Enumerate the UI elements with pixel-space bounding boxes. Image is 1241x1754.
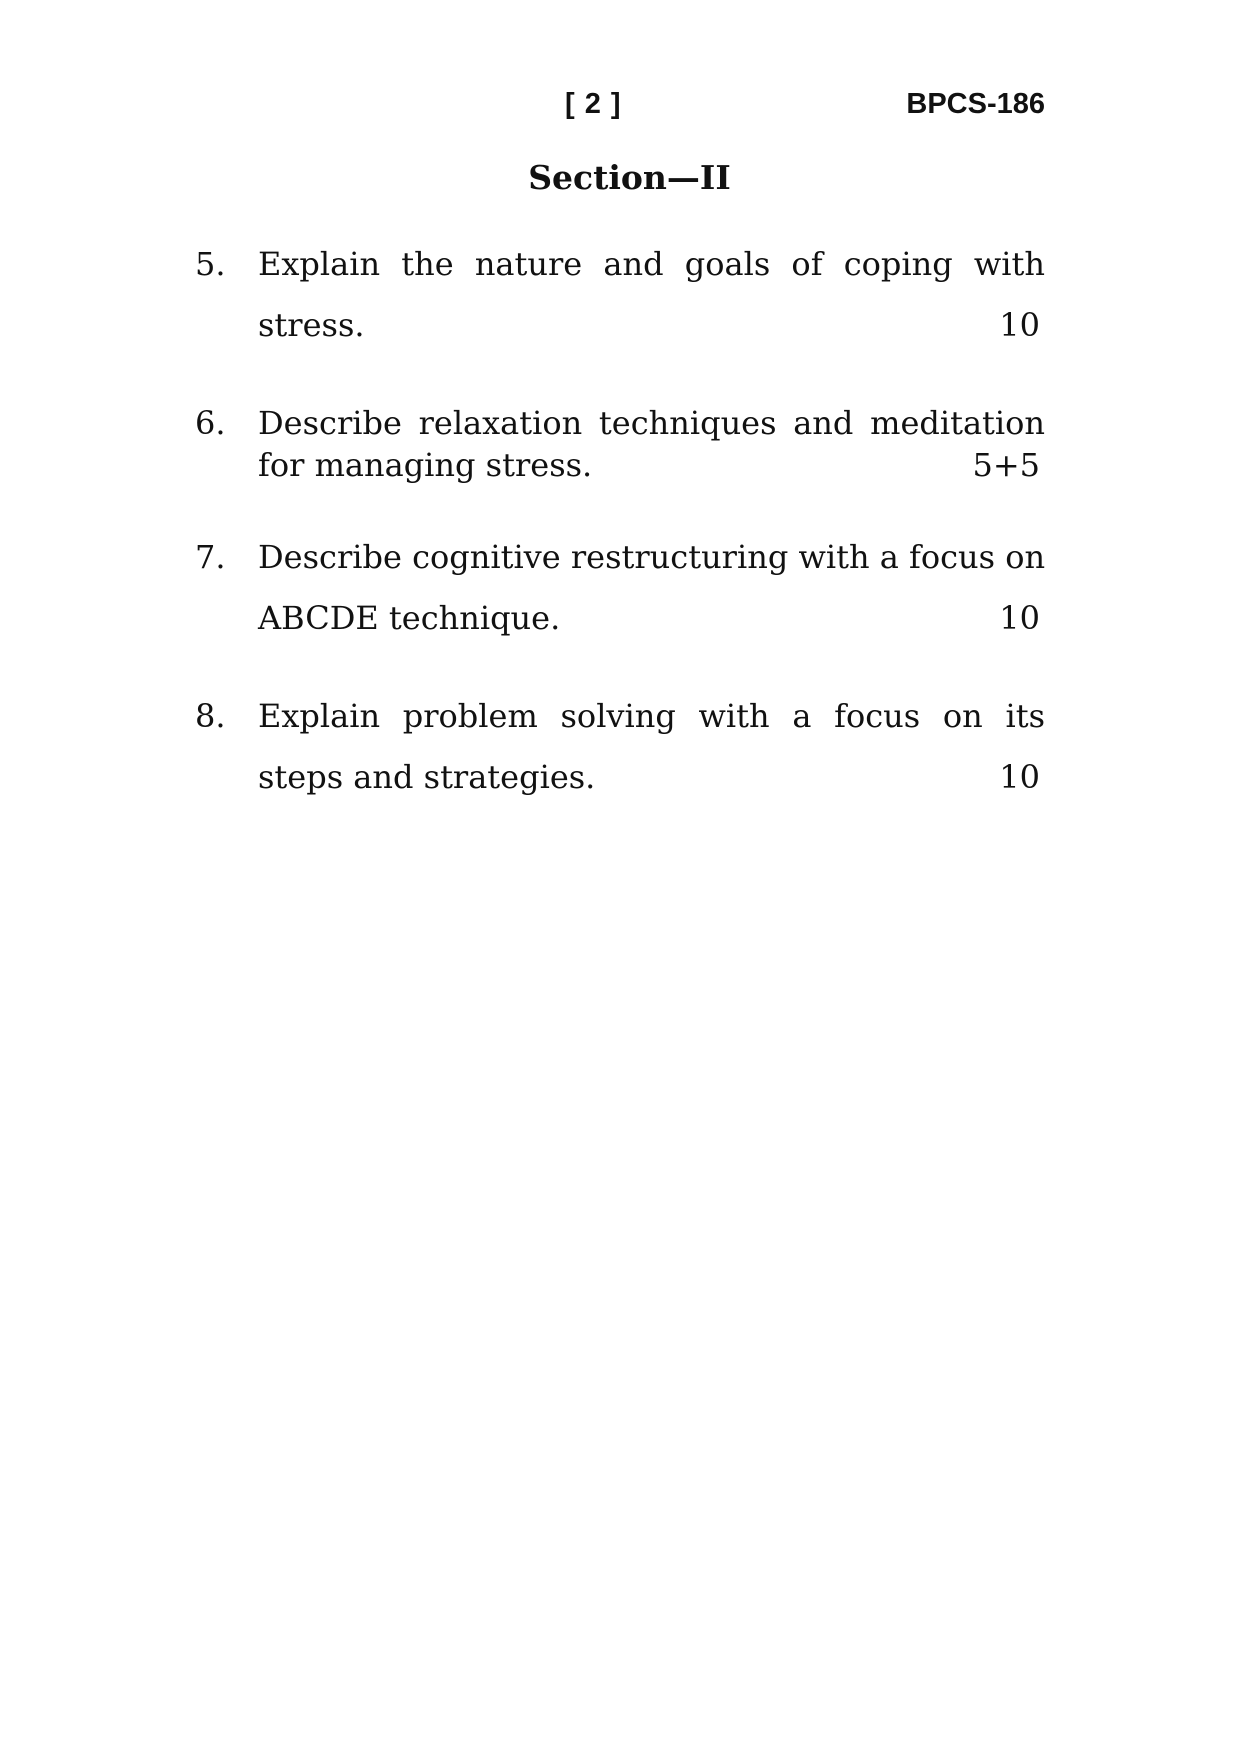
question-text-end: for managing stress. — [258, 446, 593, 484]
question-text-end: stress. — [258, 306, 365, 344]
question-text — [258, 697, 1045, 796]
question-marks: 5+5 — [972, 446, 1040, 484]
question-text-line: Explain problem solving with a focus on its — [258, 697, 1045, 735]
question-text-line: Describe cognitive restructuring with a focus on — [258, 538, 1046, 576]
question-text — [258, 538, 1045, 637]
page-header — [0, 88, 1241, 128]
question-number: 5. — [195, 245, 226, 283]
page-number: [ 2 ] — [565, 88, 622, 120]
paper-code: BPCS-186 — [906, 88, 1045, 120]
question-number: 6. — [195, 404, 226, 442]
question-marks: 10 — [999, 758, 1040, 796]
question-marks: 10 — [999, 599, 1040, 637]
question-text-last-line — [258, 599, 1045, 637]
question-text — [258, 404, 1045, 484]
question-text-line: Describe relaxation techniques and meditation — [258, 404, 1045, 442]
question-text-end: ABCDE technique. — [258, 599, 561, 637]
section-title: Section—II — [528, 158, 731, 197]
question-text-line: Explain the nature and goals of coping with — [258, 245, 1045, 283]
question-text-last-line — [258, 446, 1045, 484]
question-text-end: steps and strategies. — [258, 758, 596, 796]
question-text-last-line — [258, 758, 1045, 796]
question-marks: 10 — [999, 306, 1040, 344]
question-number: 8. — [195, 697, 226, 735]
question-number: 7. — [195, 538, 226, 576]
question-text — [258, 245, 1045, 344]
question-text-last-line — [258, 306, 1045, 344]
